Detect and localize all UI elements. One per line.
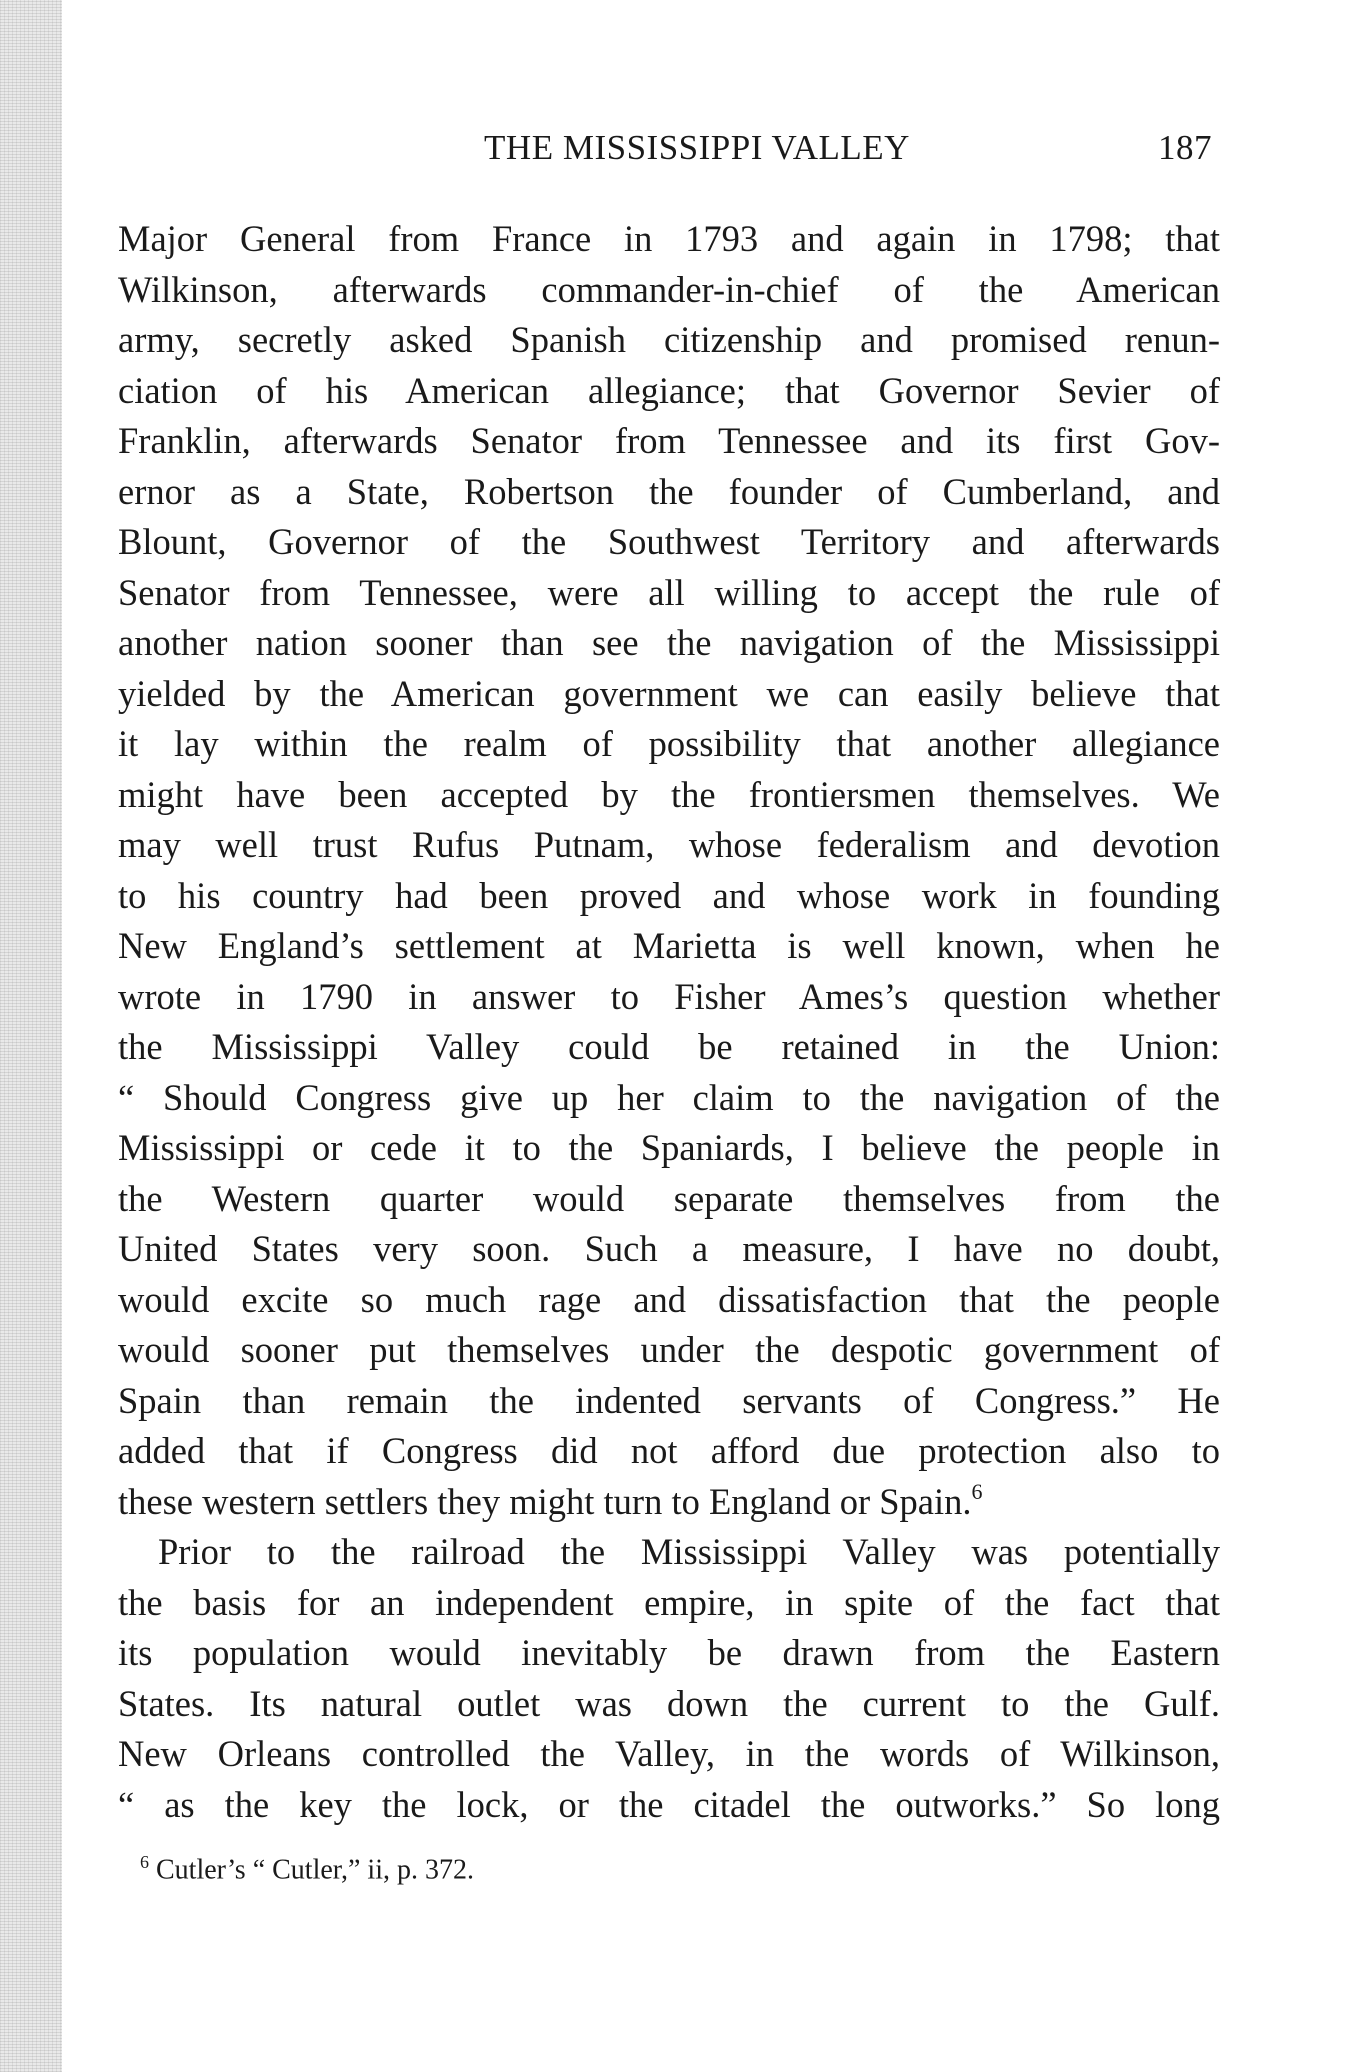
text-line: States. Its natural outlet was down the current to the Gulf. (118, 1682, 1220, 1724)
text-line (118, 1477, 1220, 1528)
text-line: the basis for an independent empire, in spite of the fact that (118, 1581, 1220, 1623)
text-line: may well trust Rufus Putnam, whose federalism and devotion (118, 824, 1220, 865)
text-line: another nation sooner than see the navigation of the Mississippi (118, 622, 1220, 663)
page-number: 187 (1158, 128, 1212, 167)
paragraph (118, 214, 1220, 1527)
text-line: Spain than remain the indented servants of Congress.” He (118, 1379, 1220, 1421)
running-head-title: THE MISSISSIPPI VALLEY (484, 128, 910, 167)
text-line: Mississippi or cede it to the Spaniards, I believe the people in (118, 1127, 1220, 1168)
text-line: Major General from France in 1793 and again in 1798; that (118, 218, 1220, 259)
text-line: wrote in 1790 in answer to Fisher Ames’s question whether (118, 975, 1220, 1017)
body-text (118, 214, 1220, 1830)
text-line: army, secretly asked Spanish citizenship and promised renun- (118, 319, 1220, 360)
footnote-text: Cutler’s “ Cutler,” ii, p. 372. (156, 1854, 474, 1886)
text-line: its population would inevitably be drawn from the Eastern (118, 1632, 1220, 1673)
text-line: the Mississippi Valley could be retained in the Union: (118, 1026, 1220, 1067)
text-line: New England’s settlement at Marietta is well known, when he (118, 925, 1220, 966)
text-line: Blount, Governor of the Southwest Territory and afterwards (118, 521, 1220, 562)
text-line: it lay within the realm of possibility that another allegiance (118, 723, 1220, 764)
text-line: yielded by the American government we can easily believe that (118, 672, 1220, 714)
text-line: ernor as a State, Robertson the founder of Cumberland, and (118, 470, 1220, 512)
text-line: added that if Congress did not afford due protection also to (118, 1430, 1220, 1471)
text-line: would excite so much rage and dissatisfaction that the people (118, 1278, 1220, 1320)
footnote (118, 1844, 1220, 1888)
footnote-reference: 6 (971, 1478, 983, 1504)
footnote-marker: 6 (140, 1852, 149, 1872)
text-line: to his country had been proved and whose work in founding (118, 874, 1220, 916)
text-line: “ as the key the lock, or the citadel the outworks.” So long (118, 1783, 1220, 1825)
text-line: might have been accepted by the frontiersmen themselves. We (118, 773, 1220, 815)
paragraph (118, 1527, 1220, 1830)
text-line: “ Should Congress give up her claim to the navigation of the (118, 1076, 1220, 1118)
text-line: Franklin, afterwards Senator from Tennessee and its first Gov- (118, 420, 1220, 461)
book-page (118, 128, 1220, 1888)
text-line: would sooner put themselves under the despotic government of (118, 1329, 1220, 1370)
text-line: New Orleans controlled the Valley, in the words of Wilkinson, (118, 1733, 1220, 1774)
running-head (118, 128, 1220, 178)
text-line: the Western quarter would separate themselves from the (118, 1177, 1220, 1219)
text-line: Senator from Tennessee, were all willing to accept the rule of (118, 571, 1220, 613)
text-line: ciation of his American allegiance; that Governor Sevier of (118, 369, 1220, 411)
text-line: Wilkinson, afterwards commander-in-chief of the American (118, 268, 1220, 310)
text-line: United States very soon. Such a measure, I have no doubt, (118, 1228, 1220, 1269)
scan-gutter (0, 0, 62, 2072)
text-line: Prior to the railroad the Mississippi Valley was potentially (158, 1531, 1220, 1572)
text-line-content: these western settlers they might turn to England or Spain. (118, 1480, 972, 1522)
